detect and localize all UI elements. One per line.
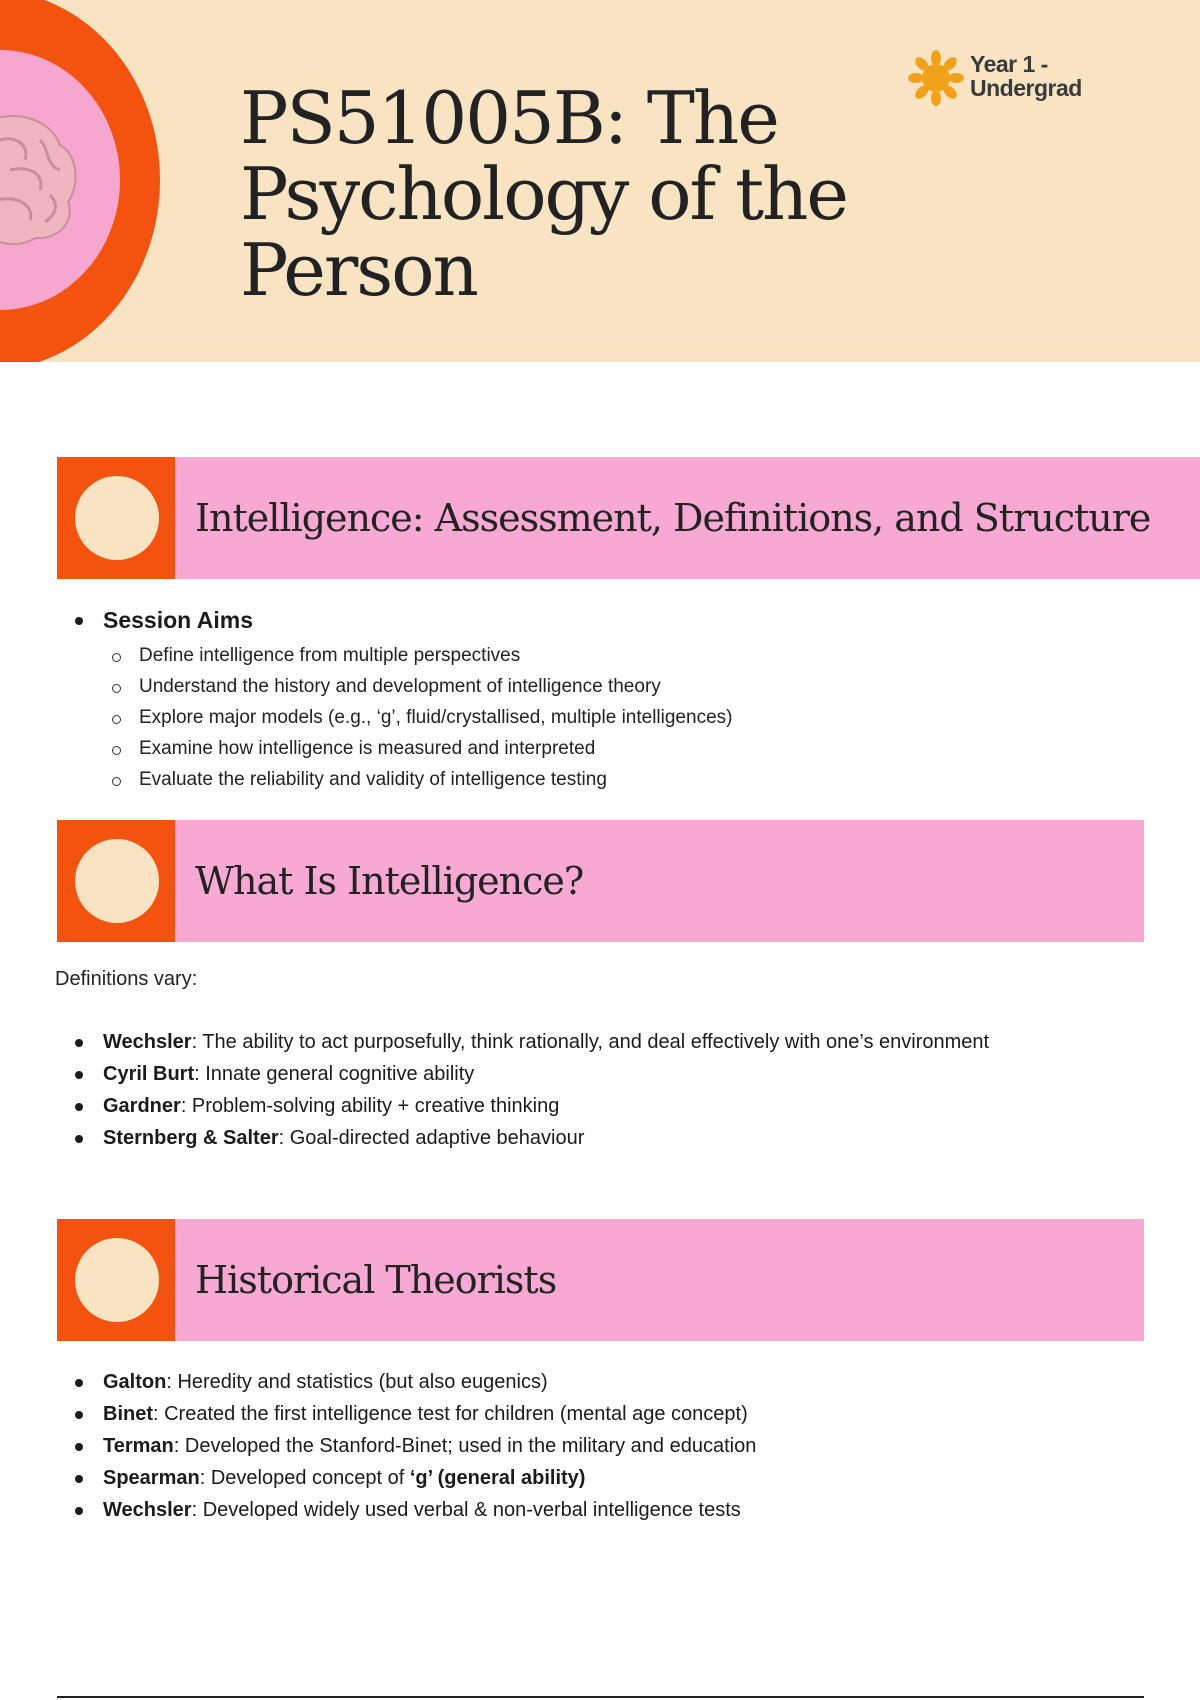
theorists-list	[75, 1366, 1075, 1526]
list-item	[103, 702, 732, 733]
hollow-bullet-icon	[112, 684, 121, 693]
aims-sublist	[103, 640, 732, 795]
definitions-intro: Definitions vary:	[55, 968, 198, 990]
list-item	[103, 671, 732, 702]
document-title: PS51005B: The Psychology of the Person	[240, 76, 848, 312]
aim-text: Define intelligence from multiple perspectives	[139, 645, 521, 666]
list-item	[75, 1430, 1075, 1462]
session-aims-heading: Session Aims	[103, 607, 253, 633]
banner-bar	[175, 820, 1144, 942]
brain-icon	[0, 110, 80, 250]
theorist-name: Binet	[103, 1403, 153, 1425]
section-banner-historical-theorists	[57, 1219, 1144, 1341]
level-badge	[908, 50, 1082, 106]
session-aims-list	[75, 604, 732, 795]
contribution-text: : Heredity and statistics (but also eugenics)	[166, 1371, 548, 1393]
circle-icon	[75, 1238, 159, 1322]
definition-text: : Goal-directed adaptive behaviour	[278, 1127, 585, 1149]
circle-icon	[75, 476, 159, 560]
aim-text: Evaluate the reliability and validity of intelligence testing	[139, 769, 607, 790]
section-banner-intelligence	[57, 457, 1151, 579]
hollow-bullet-icon	[112, 715, 121, 724]
sun-icon	[908, 50, 964, 106]
list-item	[75, 1090, 1055, 1122]
definitions-list	[75, 1026, 1055, 1154]
contribution-text: : Developed widely used verbal & non-verbal intelligence tests	[191, 1499, 741, 1521]
list-item	[75, 1026, 1055, 1058]
contribution-text: : Developed the Stanford-Binet; used in the military and education	[173, 1435, 757, 1457]
circle-icon	[75, 839, 159, 923]
banner-bar	[175, 1219, 1144, 1341]
list-item	[75, 604, 732, 795]
contribution-text: : Developed concept of	[199, 1467, 410, 1489]
theorist-name: Cyril Burt	[103, 1063, 195, 1085]
definition-text: : The ability to act purposefully, think rationally, and deal effectively with one’s environment	[191, 1031, 990, 1053]
section-title: Intelligence: Assessment, Definitions, and Structure	[195, 496, 1151, 540]
theorist-name: Terman	[103, 1435, 174, 1457]
banner-icon-block	[57, 457, 175, 579]
section-banner-what-is-intelligence	[57, 820, 1144, 942]
theorist-name: Gardner	[103, 1095, 181, 1117]
theorist-name: Wechsler	[103, 1031, 192, 1053]
list-item	[75, 1398, 1075, 1430]
banner-icon-block	[57, 1219, 175, 1341]
badge-label: Year 1 - Undergrad	[970, 51, 1082, 101]
list-item	[75, 1122, 1055, 1154]
list-item	[103, 764, 732, 795]
definition-text: : Problem-solving ability + creative thinking	[180, 1095, 560, 1117]
list-item	[103, 733, 732, 764]
list-item	[103, 640, 732, 671]
aim-text: Examine how intelligence is measured and interpreted	[139, 738, 596, 759]
list-item	[75, 1462, 1075, 1494]
theorist-name: Wechsler	[103, 1499, 192, 1521]
footer-divider	[57, 1696, 1144, 1698]
banner-icon-block	[57, 820, 175, 942]
theorist-name: Galton	[103, 1371, 167, 1393]
aim-text: Explore major models (e.g., ‘g’, fluid/crystallised, multiple intelligences)	[139, 707, 733, 728]
list-item	[75, 1058, 1055, 1090]
hollow-bullet-icon	[112, 746, 121, 755]
g-concept-text: ‘g’ (general ability)	[409, 1467, 586, 1489]
list-item	[75, 1366, 1075, 1398]
banner-bar	[175, 457, 1200, 579]
theorist-name: Spearman	[103, 1467, 200, 1489]
hollow-bullet-icon	[112, 777, 121, 786]
section-title: What Is Intelligence?	[195, 859, 584, 903]
hollow-bullet-icon	[112, 653, 121, 662]
aim-text: Understand the history and development of intelligence theory	[139, 676, 661, 697]
theorist-name: Sternberg & Salter	[103, 1127, 279, 1149]
header	[0, 0, 1200, 362]
section-title: Historical Theorists	[195, 1258, 557, 1302]
list-item	[75, 1494, 1075, 1526]
contribution-text: : Created the first intelligence test for children (mental age concept)	[153, 1403, 748, 1425]
definition-text: : Innate general cognitive ability	[194, 1063, 475, 1085]
